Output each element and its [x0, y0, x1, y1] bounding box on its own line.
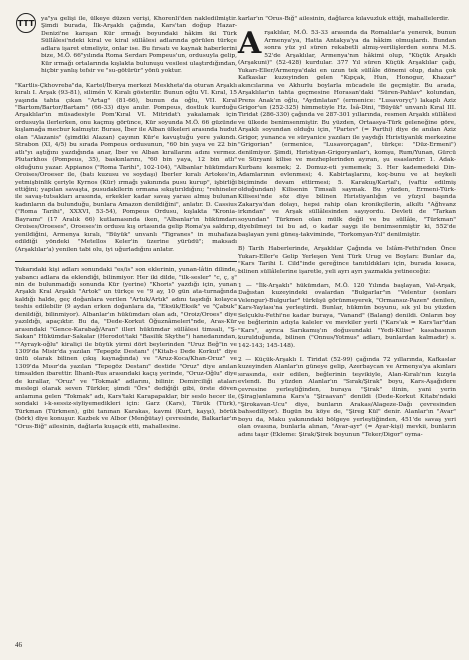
drop-cap: A [238, 26, 262, 62]
right-paragraph-2 [238, 26, 456, 239]
left-column [15, 16, 237, 438]
right-paragraph-1: karlar'ın "Orus-Bığ" ailesinin, dağlarca kılavuzluk ettiği, mahallelerdir. [238, 16, 450, 22]
right-paragraph-5: 2 — Küçük-Arşaklı I. Tiridat (52-99) çağında 72 yıllarında, Kafkaslar kuzeyinden Alanlar'ın güneye gelip, Azerbaycan ve Armenya'ya akınları sırasında, esir edilen, beğlerinin teşvikiyle, Alan-Kıralı'nın kızıyla evlendi. Bu yüzden Alanlar'ın "Sırak/Şirak" boyu, Kars-Aşağıdere çevresine yerleştiğinden, buraya "Şirak" ilinin, yani yerin (Şirag)anlamına Kars'a "Şiraavan" denildi (Dede-Korkut Kitabı'ndaki "Şirokavan-Ucu" diye, bunların Arakas/Alageze-Dağı çevresinden bahsediliyor). Bugün bu köye de, "Şireg Kül" denir. Alanlar'ın "Avar" boyu da, Maku yakınındaki bölgeye yerleştiğinden, 451'de savaş yeri olan ovasına, bunlarla alınan, "Avar-ayr" (= Ayar-kişi) mevkii, bunların adını taşır (Ekleme: Şirak/Şirek boyunun "Teker/Digor" oyma- [238, 357, 456, 438]
page-number: 46 [15, 641, 22, 649]
right-paragraph-2-text: rşaklılar, M.Ö. 53-33 arasında da Romalılar'a yenerek, bunun Armenya'ya, Hatta Antakya'ya da hâkim olmuşlardı. Bundan sonra yüz yıl süren rekabetli almış-verilişlerden sonra M.S. 52'de Arşaklılar, Armenya'nın hâkimi olup, "Küçük Arşaklı (Arşakuni)" (52-428) kurdular. 377 Yıl süren Küçük Arşaklılar çağı, Yukarı-Eller/Armenya'daki en uzun tek süllâle dönemi olup, daha çok Kafkaslar kuzeyinden gelen "Kıpçak, Hun, Honogur, Khazar" akıncılarına ve Akhurlu boylarla mücadele ile geçmiştir. Bu arada, Arşaklılar'ın tahta geçmesine Horasan'daki "Süren-Pahlav" kolundan, Prens Anak'ın oğlu, "Aydınlatan" (ermenice: "Lusavoryç") lakaplı Aziz Grigor'un (252-325) himmetiyle Hz. İsâ-Dini, "Büyük" unvanlı Kıral III. Tiridat (286-330) çağında ve 287-301 yıllarında, resmen Arşaklı süllâlesi ve ülkede benimsenmiştir. Bu yüzden, Ortaasya-Türk geleneğine göre, Arşaklı soyundan olduğu için, "Partev" (= Parthi) diye de anılan Aziz Grigor, yunanca ve süryanice yazıları ile yaydığı Hıristiyanlık merkezine "Grigorian" (ermenice, "Lusavorçagan", türkçe: "Düz-Ermeni") denilmiyor. Şimdi, Hıristiyan-Grigoryanlar'ı, komşu, Rum/Yunan, Gürcü ve Süryani kilise ve mezheplerinden ayıran, şu esaslardır: 1. Adak-Kurbanı kesmek; 2. Domuz-eti yememek; 3. Her kademedeki Din-Adamlarının evlenmesi; 4. Kabirtaşlarını, koç-bunu ve at heykeli biçiminde devam ettirmesi; 5. Karakuş/Kartal'ı, (vaftiz edilmiş olduğundan) Kilisenin Timsali saymak. Bu yüzden, Ermeni-Türk-Kilisesi'nde söz diye bilinen Hıristiyanlığın ve yüzyıl başında Zakarya'dan dolayı, hepsi rahip olan kronikçilerin, alkıltı "Ağhvanz irkından" ve Arşak süllâlesinden sayıyordu. Devleti de "Tarkan soyundan" Türkmen olan mülk değil ve bu süllâle, "Türkman" diyebilmeyi isi bu ad, o kadar saygı ile benimsenmiştir ki, 552'de başlayan yeni güneş-takviminde, "Torkomyan-Yıl" denilmiştir. [238, 30, 456, 238]
publisher-logo: TTT [16, 13, 36, 33]
right-paragraph-3: B) Tarih Haberlerinde, Arşaklılar Çağında ve İslâm-Fethi'nden Önce Yukarı-Eller'e Gelip Yerleşen Yeni Türk Urug ve Boyları: Bunlar da, "Kars Tarihi I. Cild"inde gereğince tanıtıldıkları için, burada kısaca, bilinen süllâlelerine işaretle, yeli ayrı ayrı yazmakla yetineceğiz: [238, 246, 456, 275]
left-paragraph-2: "Kartlis-Çkhovreba"da, Kartel/İberya merkezi Meskheta'da oturan Arşaklı kıralı I. Arşak (93-81), silimén V. Kıralı gösterilir. Bunun oğlu VI. Kıral, 15 yaşında tahta çıkan "Artag" (81-66), bunun da oğlu, VII. Kıral "Bartom/Bartor/Bartam" (66-33) diye anılır. Pompeus, dostluk kurduğu Arşaklılar'ın müsadesiyle Pom'Kıral VI. Mitridat'ı yakalamak için ordusuyla ilerlerken, onu kaçmış görünce, Kür soyunda M.Ö. 66 güzünde kışlamağa mecbur kalmıştır. Burası, İber ile Alban ülkeleri arasında hudut olan "Alazanis" (şimdiki Alazan) çayının Kür'e kavuştuğu yere yakındı. Strabon (XI, 4/5) bu sırada Pompeus ordusunun, "60 bin yaya ve 22 bin atlı"yı aştığını yazdığında anar, İber ve Alban kırallarını adını vermez. Plutarkhos (Pompeus, 35), baskınlarını, "60 bin yaya, 12 bin atlı" olduğunu yazar. Appianos ("Roma Tarihi", 102-104), "Albanlar hükümdarı Oroises/Oroeser ile, (batı kuzusu ve soydaşı) İberler kıralı Artokes'in, yetmişbinlik çeriyle Kyrnos (Kür) ırmağı yakınında pusu kurup", işbirliği ettiğini; yapılan savaşta, pusudakilerin ormana sıkıştırıldığını; "rehineler ile savaş-tutsakları arasında, erkekler kadar savaş yarası almış bulunan kadınların da bulunduğu, bunlara Amazon denildiğini", anlatır. D. Cassius ("Roma Tarihi", XXXVI, 53-54), Pompeus Ordusu, kışlakta "Kronia-Bayramı" (17 Aralık 66) kutlamasında iken, "Albanlar'ın hükümdarı Oroises/Oroeses", Oroeses'in ordusu kış ortasında gelip Roma'ya saldırıp, yenildiğini, Armenya kıralı, "Büyük" unvanlı "Tigranes" in muhafaza edildiği yöndeki "Metellos Keler'in üzerine yürüdü"; maksadı (Arşaklılar'a) yenilen tabi olu, iyi uğurladığını anlatır. [15, 82, 237, 253]
left-paragraph-3: Yukarıdaki kişi adları sonundaki "es/is" son eklerinin, yunan-lâtin dilinde, yabancı adlara da eklendiği, bilinmiyor. Her iki dilde, "ilk-sesler" "c, ç, ş" nin de bulunmadığı sonunda Kür (yerine) "Khoris" yazdığı için, yunan Arşaklı Kral Arşaklı "Artok" un türkçe ve "9 ay, 10 gün ata-turnağında kaldığı halde, geç doğanlara verilen "Artuk/Artık" adını taşıdığı kolayca teshis edilebilir (9 aydan erken doğanlara da, "Eksük/Eksik" ve "Çabuk" denildiği, bilinmiyor). Albanlar'ın hükümdarı olan adı, "Oroiz/Oroes" diye yazıldığı, apaçıktır. Bu da, "Dede-Korkut Öğuznâmeleri"nde, Aras-Kür arasındaki "Gence-Karabağ/Aran" illeri hükümdar süllâlesi timsali, "Ş-Sakan" Hükümdar-Sakalar (Herodot'taki "Basilik Skythe") hanedanından, ""Ayrayk-oğlu" kiraliçi ile büyük yirmi dört beylerinden "Uruz Beğ"in ve 1309'da Misir'da yazılan "Tepegöz Destanı" ("Kitab-ı Dede Korkut" diye ünlü olarak bilinen çıkış kaynağında) ve "Aruz-Koca/Khan-Oruz" ve 1309'da Mısır'da yazılan "Tepegöz Destanı" destide "Oruz" diye anılan timsalden ibarettir. İlhanlı-Rus arasındaki kaçış yerinde, "Oruz-Oğlu" diye de kırallar, "Oruz" ve "Tokmak" adlarını, bilinir. Demirciliği ataları meslegi olarak seven Türkler, şimdi "Örs" dediğiği gibi, örste döven anlamına gelen "Tokmak" adı, Kars'taki Karapapaklar, bir seslo hecer ile, sondaki i-k-sessiz-siyliyemedikleri için: Garz (Kars), Türük (Türk), Türkman (Türkmen), gibi tanınan Karakas, kavmi (Kurt, kayşı), börük (börk) diye konuşur. Kazbek ve Albor (Menğütay) çevresinde, Balkarlar'ın "Orus-Biğ" ailesinin, dağlarla kuşaçık etti, mahallesine. [15, 267, 237, 430]
left-paragraph-1: ya"ya gelişi ile, ülkeye düzen verişi, Khorenli'den nakledilmiştir. Şimdi burada, İlk-Arşaklı çağında, Kars'tan doğup Hazar-Denizi'ne karışan Kür ırmağı boyundaki hâkim iki Türk Süllâlesi'ndeki kiral ve kiral süllâlesi adlarında görülen türkçe adlara işaret etmeliyiz, onlar ise. Bu fırsatı ve kaynak haberlerini bize, M.Ö. 66"yılında Roma Serdarı Pompeus'un, ordusuyla gelip, Kür ırmağı ortalarında kışlakta bulunuşu vesilesi ulaştırdığından, hiçbir yanlış tefsir ve "su-götürür" yönü yoktur. [41, 16, 237, 75]
right-paragraph-4: 1 — "İlk-Arşaklı" hükümdarı, M.Ö. 120 Yılında başlayan, Val-Arşak, Dağıstan kuzeyindeki ovalardan "Bulgarlar"ın "Velentur (sonları Velengur)-Bulgurlar" türküşü görünmeyerek, "Ormansız-Pazen" denilen, Kars-Yaylası'na yerleştirdi. Bunlar, hükmün boyunu, sık yıl bu yüzden Selçuklu-Fethi'ne kadar buraya, "Vanand" (Balang) denildi. Onların boy ve beğlerinin adıyla kaleler ve mevkiler yerli ("Kars'ak = Kars'lar"dan "Kars", ayrıca Sarıkamış'ın doğusundaki "Yedi-Kilise" kasabasının kurulduğunda, bilinen ("Onnus/Yotmus" adları, bunlardan kalmadır) s. 142-143; 145-148). [238, 282, 456, 349]
right-column [238, 16, 456, 446]
column-divider [15, 261, 237, 262]
